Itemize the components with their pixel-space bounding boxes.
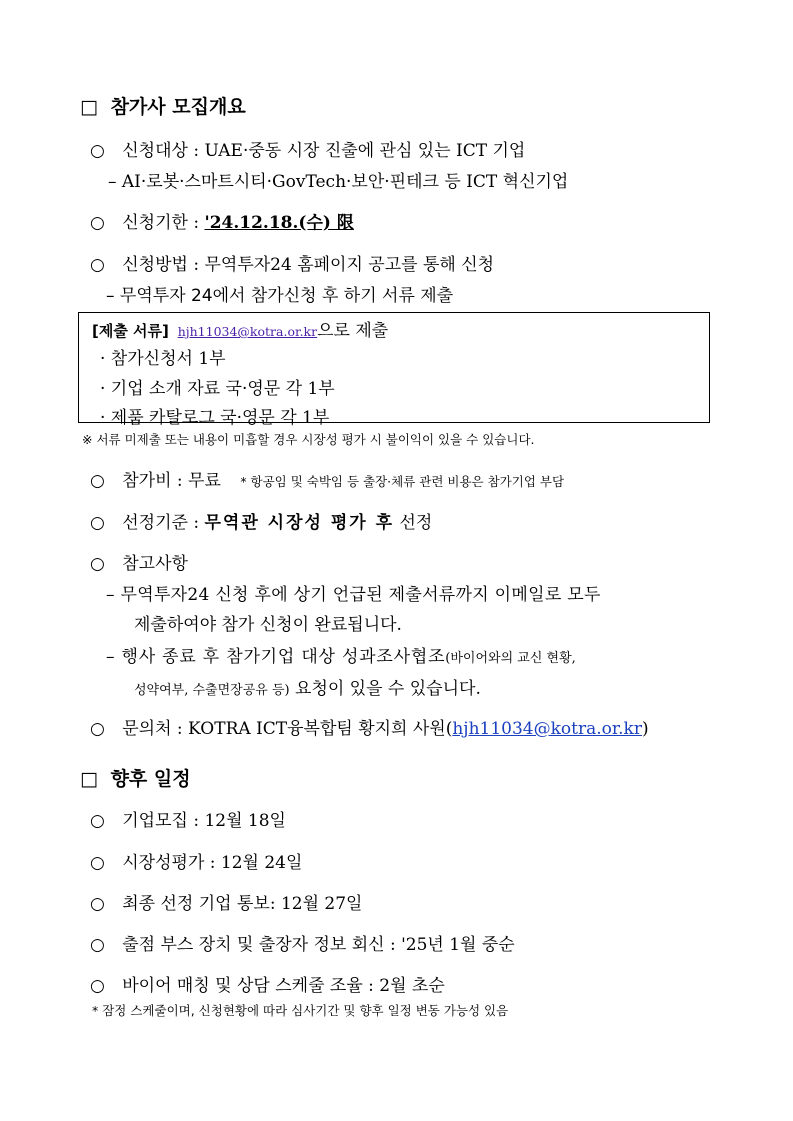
- fee-text: 참가비 : 무료: [122, 471, 221, 491]
- docs-item: · 기업 소개 자료 국·영문 각 1부: [100, 379, 335, 399]
- bullet-icon: ○: [90, 811, 105, 831]
- contact-close: ): [641, 719, 649, 739]
- target-sub: – AI·로봇·스마트시티·GovTech·보안·핀테크 등 ICT 혁신기업: [108, 172, 569, 192]
- criteria-label: 선정기준 :: [122, 513, 200, 533]
- docs-email-link[interactable]: hjh11034@kotra.or.kr: [177, 324, 318, 339]
- reference-small: 성약여부, 수출면장공유 등): [134, 683, 290, 698]
- schedule-text: 시장성평가 : 12월 24일: [122, 853, 303, 873]
- bullet-icon: ○: [90, 976, 105, 996]
- reference-label: 참고사항: [122, 554, 188, 574]
- section-title: 참가사 모집개요: [110, 96, 246, 118]
- criteria-bold: 무역관 시장성 평가 후: [204, 513, 395, 533]
- reference-main: – 행사 종료 후 참가기업 대상 성과조사협조: [106, 647, 446, 667]
- schedule-item: [90, 889, 362, 914]
- section-heading-recruitment: [80, 92, 246, 119]
- item-fee: [90, 466, 564, 491]
- schedule-item: [90, 848, 302, 873]
- schedule-text: 기업모집 : 12월 18일: [122, 811, 286, 831]
- schedule-text: 출점 부스 장치 및 출장자 정보 회신 : '25년 1월 중순: [122, 935, 515, 955]
- contact-email-link[interactable]: hjh11034@kotra.or.kr: [452, 719, 642, 739]
- section-marker: □: [80, 768, 98, 790]
- bullet-icon: ○: [90, 554, 105, 574]
- item-deadline: [90, 208, 354, 233]
- schedule-text: 바이어 매칭 및 상담 스케줄 조율 : 2월 초순: [122, 976, 445, 996]
- bullet-icon: ○: [90, 513, 105, 533]
- reference-line: [106, 642, 576, 667]
- item-target: [90, 136, 525, 161]
- bullet-icon: ○: [90, 213, 105, 233]
- contact-text: 문의처 : KOTRA ICT융복합팀 황지희 사원(: [122, 719, 453, 739]
- docs-warning: ※ 서류 미제출 또는 내용이 미흡할 경우 시장성 평가 시 불이익이 있을 수 있습니다.: [82, 432, 535, 447]
- docs-header: [92, 316, 388, 341]
- item-contact: [90, 714, 649, 739]
- schedule-text: 최종 선정 기업 통보: 12월 27일: [122, 894, 363, 914]
- schedule-item: [90, 806, 286, 831]
- section-title: 향후 일정: [110, 768, 191, 790]
- bullet-icon: ○: [90, 894, 105, 914]
- schedule-item: [90, 930, 515, 955]
- reference-small: (바이어와의 교신 현황,: [445, 651, 576, 666]
- schedule-item: [90, 971, 445, 996]
- docs-item: · 참가신청서 1부: [100, 349, 226, 369]
- bullet-icon: ○: [90, 719, 105, 739]
- fee-note: * 항공임 및 숙박임 등 출장·체류 관련 비용은 참가기업 부담: [240, 474, 565, 489]
- criteria-suffix: 선정: [399, 513, 433, 533]
- reference-line: 제출하여야 참가 신청이 완료됩니다.: [134, 615, 402, 635]
- item-criteria: [90, 508, 432, 533]
- docs-item: · 제품 카탈로그 국·영문 각 1부: [100, 408, 330, 428]
- schedule-note: * 잠정 스케줄이며, 신청현황에 따라 심사기간 및 향후 일정 변동 가능성 있음: [92, 1003, 509, 1018]
- bullet-icon: ○: [90, 935, 105, 955]
- docs-suffix: 으로 제출: [317, 321, 389, 341]
- item-reference: [90, 549, 188, 574]
- method-sub: – 무역투자 24에서 참가신청 후 하기 서류 제출: [106, 286, 454, 306]
- reference-line: [134, 674, 481, 699]
- docs-title: [제출 서류]: [92, 322, 169, 340]
- bullet-icon: ○: [90, 141, 105, 161]
- item-method: [90, 250, 494, 275]
- method-text: 신청방법 : 무역투자24 홈페이지 공고를 통해 신청: [122, 255, 495, 275]
- deadline-value: '24.12.18.(수) 限: [204, 213, 354, 233]
- deadline-label: 신청기한 :: [122, 213, 200, 233]
- section-heading-schedule: [80, 764, 191, 791]
- bullet-icon: ○: [90, 255, 105, 275]
- reference-main: 요청이 있을 수 있습니다.: [295, 679, 481, 699]
- bullet-icon: ○: [90, 853, 105, 873]
- reference-line: – 무역투자24 신청 후에 상기 언급된 제출서류까지 이메일로 모두: [106, 585, 601, 605]
- section-marker: □: [80, 96, 98, 118]
- bullet-icon: ○: [90, 471, 105, 491]
- target-text: 신청대상 : UAE·중동 시장 진출에 관심 있는 ICT 기업: [122, 141, 526, 161]
